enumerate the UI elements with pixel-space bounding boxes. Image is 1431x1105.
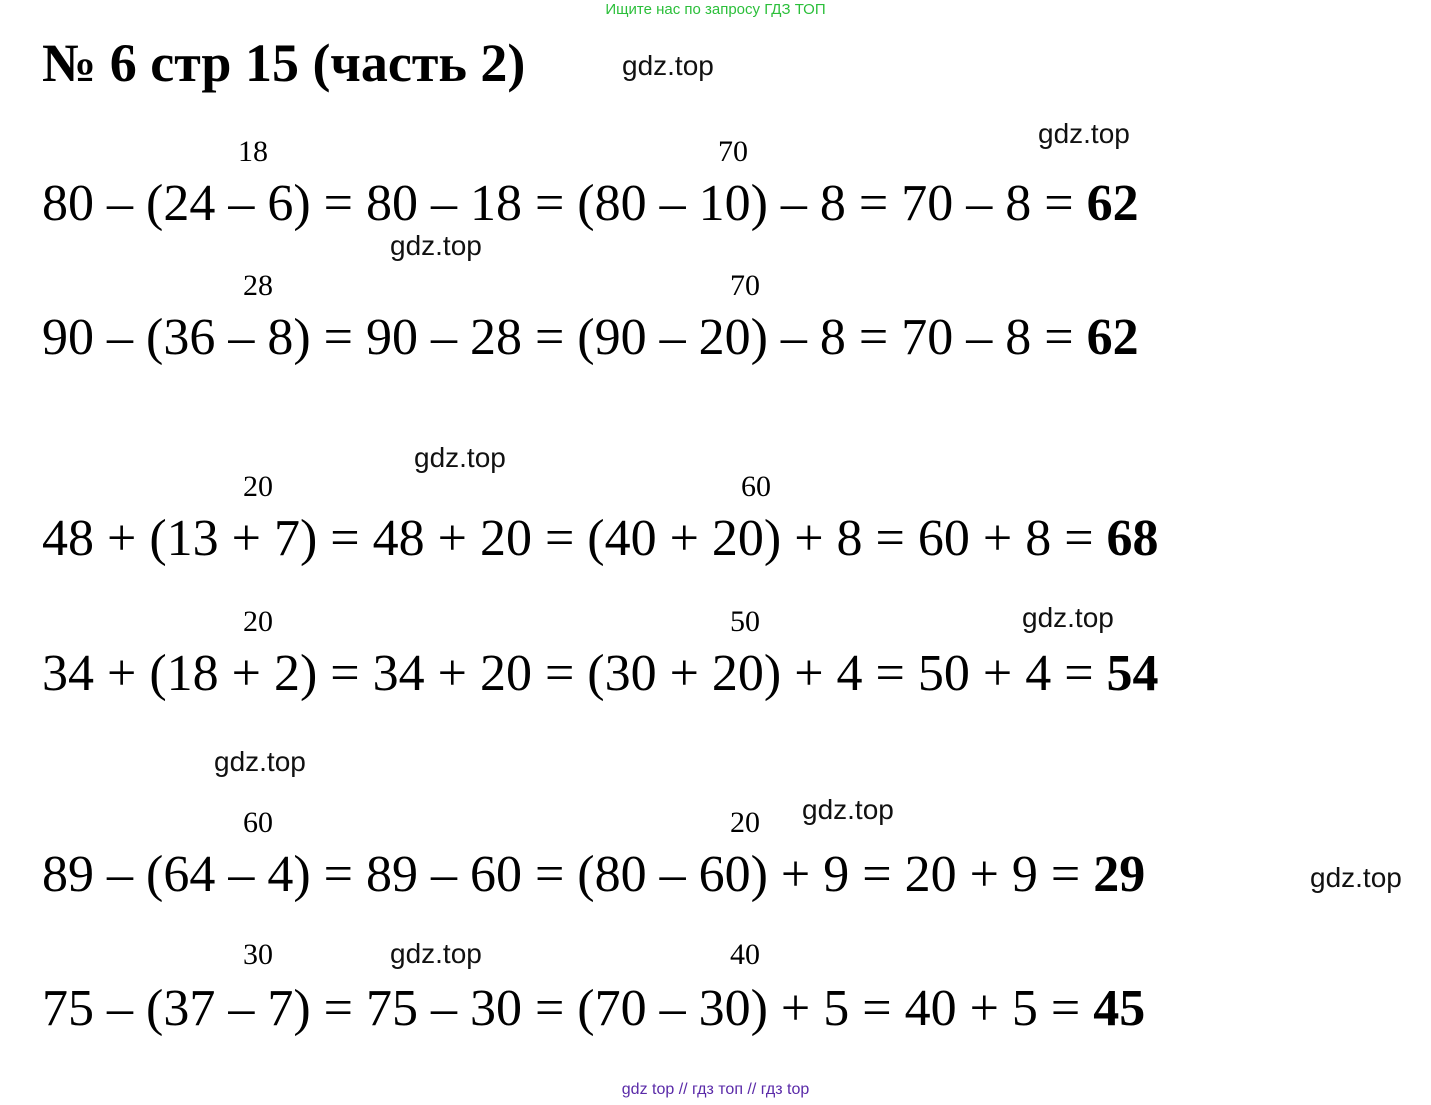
watermark: gdz.top	[414, 442, 506, 473]
intermediate-value: 60	[741, 470, 771, 503]
intermediate-value: 40	[730, 938, 760, 971]
equation-text: 80 – (24 – 6) = 80 – 18 = (80 – 10) – 8 = 70 – 8 =	[42, 175, 1087, 232]
equation-answer: 45	[1093, 980, 1146, 1037]
page-title: № 6 стр 15 (часть 2)	[42, 33, 526, 93]
intermediate-value: 70	[730, 269, 760, 302]
intermediate-value: 28	[243, 269, 273, 302]
equation-text: 89 – (64 – 4) = 89 – 60 = (80 – 60) + 9 = 20 + 9 =	[42, 846, 1094, 903]
equation-answer: 62	[1086, 175, 1139, 232]
watermark: gdz.top	[214, 746, 306, 777]
intermediate-value: 20	[243, 470, 273, 503]
equation-text: 48 + (13 + 7) = 48 + 20 = (40 + 20) + 8 = 60 + 8 =	[42, 510, 1107, 567]
intermediate-value: 60	[243, 806, 273, 839]
equation-line	[42, 309, 1139, 366]
watermark: gdz.top	[390, 230, 482, 261]
intermediate-value: 20	[243, 605, 273, 638]
equation-answer: 54	[1106, 645, 1159, 702]
watermark: gdz.top	[1038, 118, 1130, 149]
footer-watermark: gdz top // гдз топ // гдз top	[621, 1081, 810, 1098]
intermediate-value: 18	[238, 135, 268, 168]
watermark: gdz.top	[1022, 602, 1114, 633]
equation-line	[42, 980, 1146, 1037]
equation-text: 34 + (18 + 2) = 34 + 20 = (30 + 20) + 4 = 50 + 4 =	[42, 645, 1107, 702]
equation-line	[42, 510, 1159, 567]
intermediate-value: 30	[243, 938, 273, 971]
watermark: gdz.top	[802, 794, 894, 825]
watermark: gdz.top	[1310, 862, 1402, 893]
equation-line	[42, 175, 1139, 232]
equation-answer: 68	[1106, 510, 1159, 567]
intermediate-value: 20	[730, 806, 760, 839]
intermediate-value: 70	[718, 135, 748, 168]
watermark: gdz.top	[390, 938, 482, 969]
intermediate-value: 50	[730, 605, 760, 638]
equation-line	[42, 846, 1146, 903]
equation-answer: 29	[1093, 846, 1146, 903]
equation-text: 75 – (37 – 7) = 75 – 30 = (70 – 30) + 5 = 40 + 5 =	[42, 980, 1094, 1037]
equation-text: 90 – (36 – 8) = 90 – 28 = (90 – 20) – 8 = 70 – 8 =	[42, 309, 1087, 366]
search-hint-banner: Ищите нас по запросу ГДЗ ТОП	[605, 1, 826, 18]
equation-answer: 62	[1086, 309, 1139, 366]
equation-line	[42, 645, 1159, 702]
watermark: gdz.top	[622, 50, 714, 81]
